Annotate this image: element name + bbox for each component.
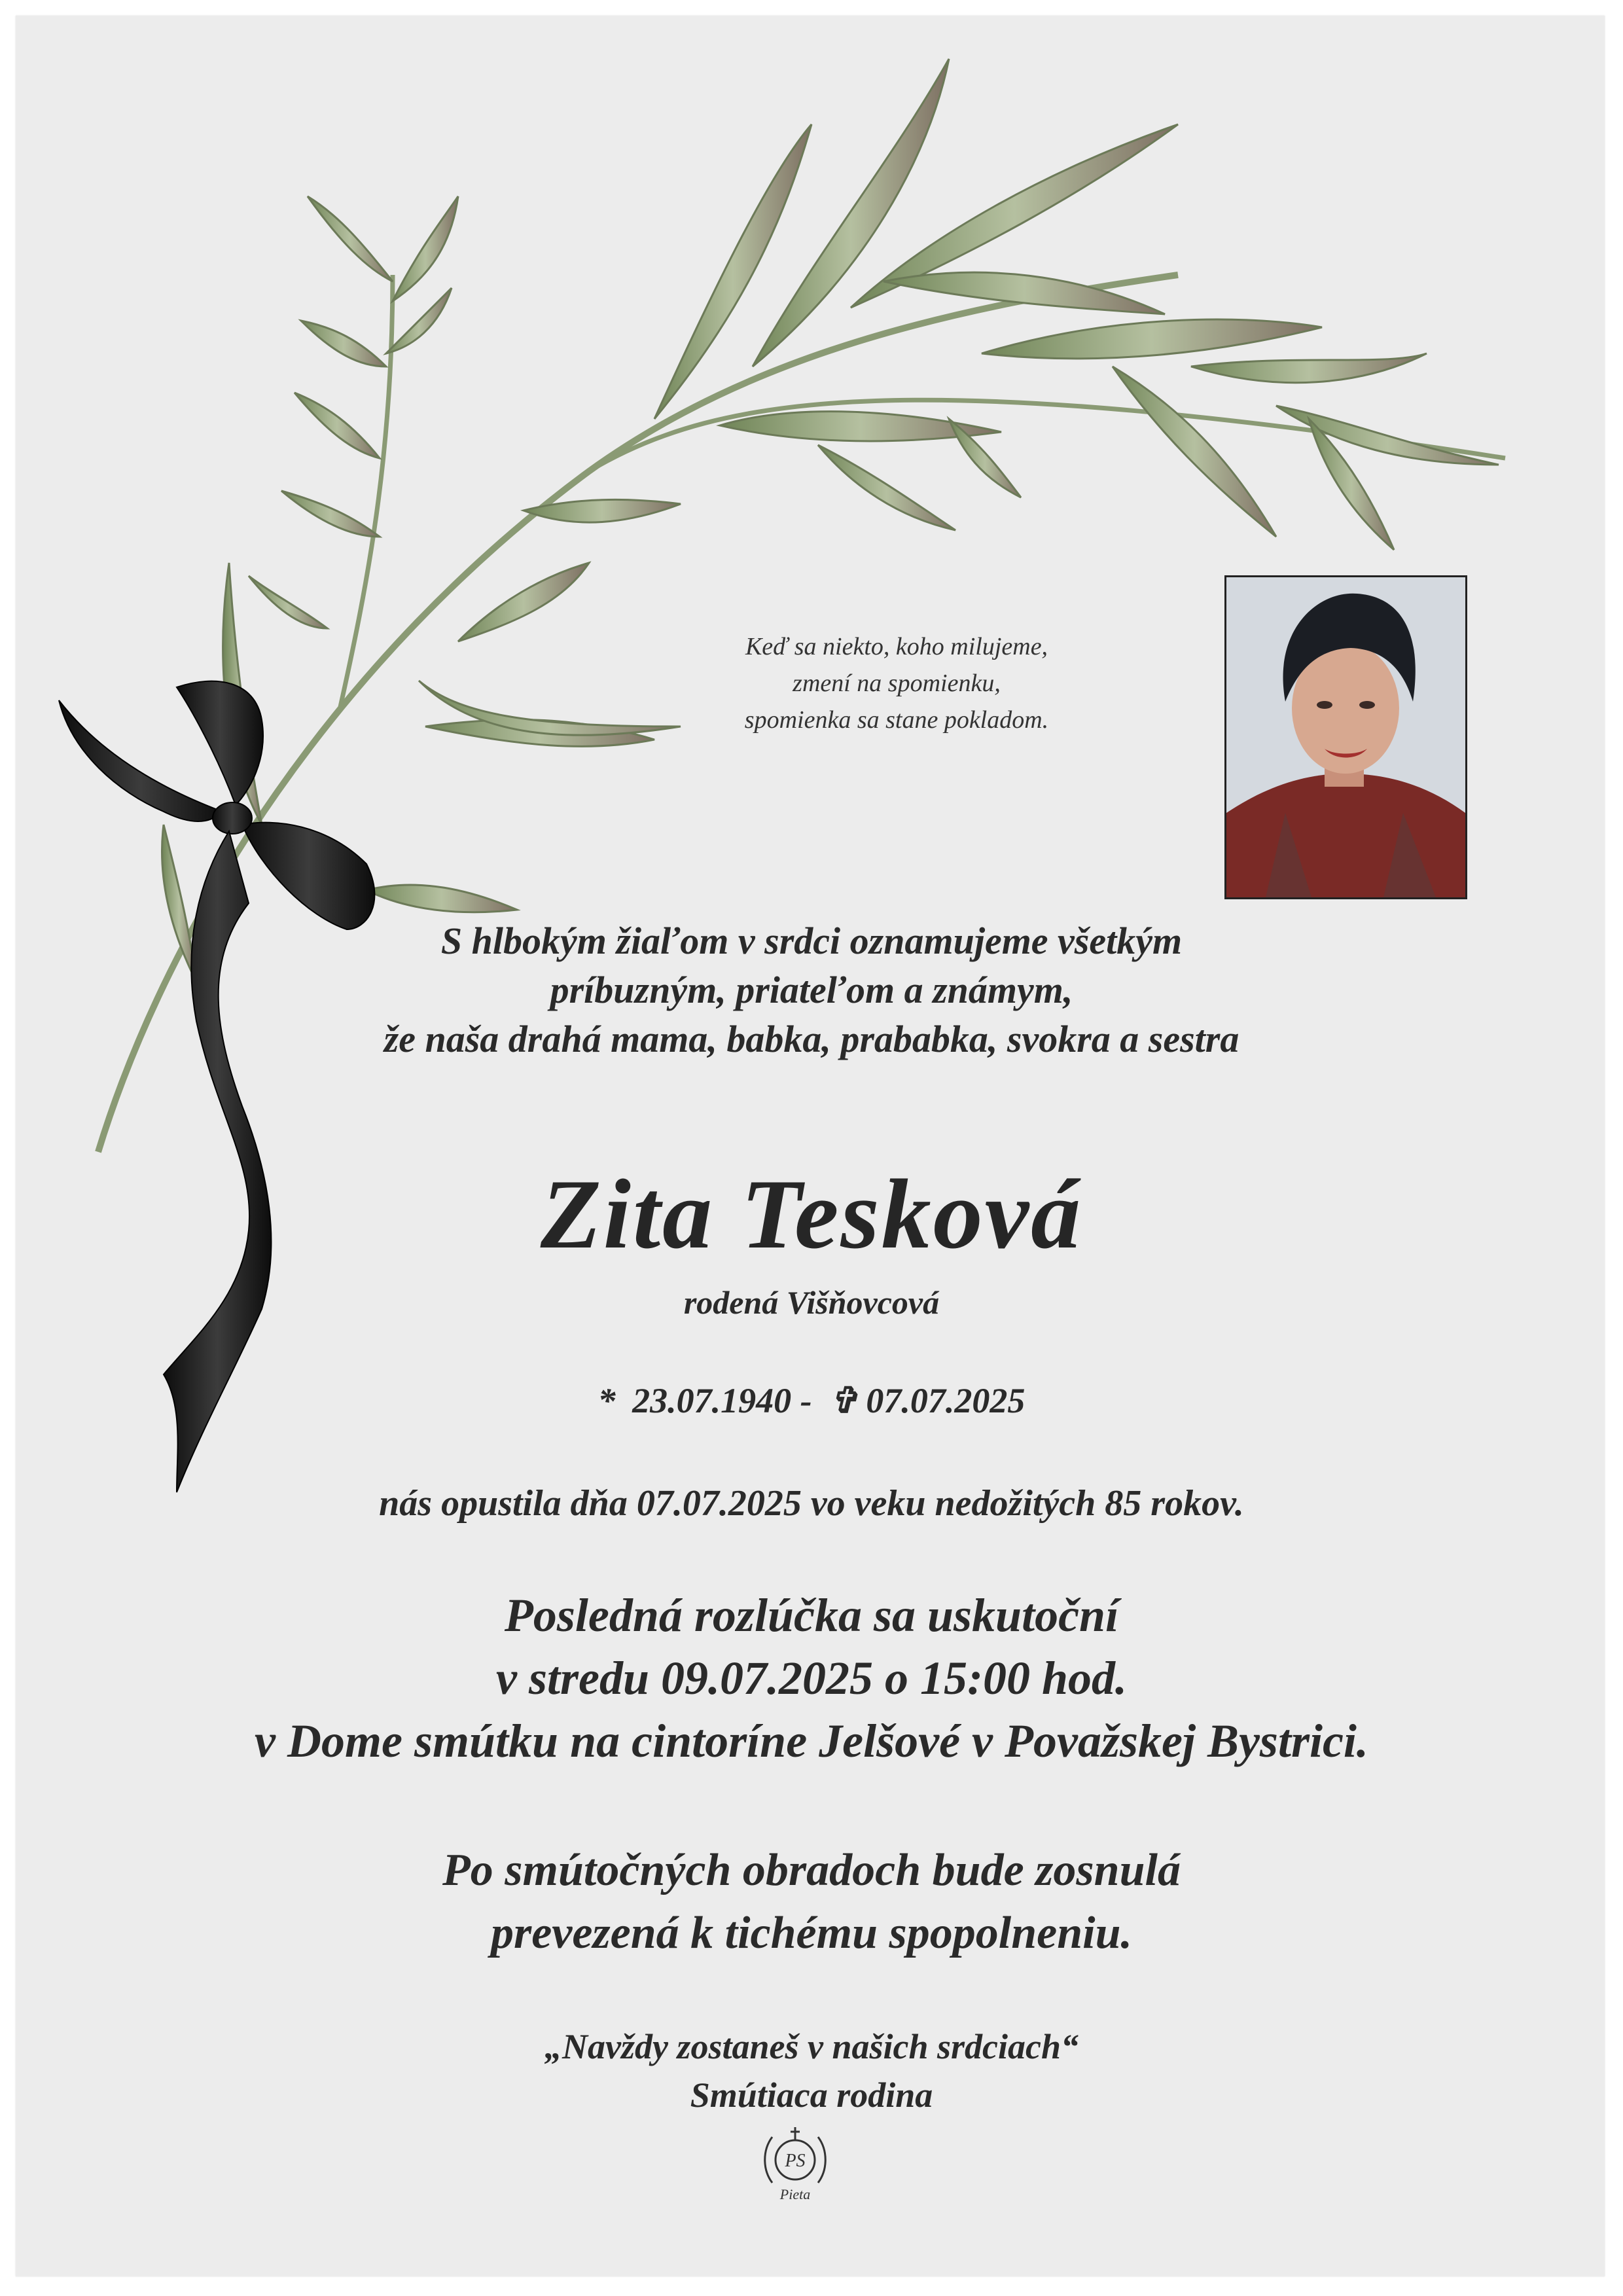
black-ribbon-bow (59, 681, 374, 1492)
portrait-photo (1224, 575, 1467, 899)
death-date: 07.07.2025 (866, 1381, 1026, 1420)
birth-symbol: * (597, 1381, 616, 1420)
birth-date: 23.07.1940 - (632, 1381, 812, 1420)
announcement-line: príbuzným, priateľom a známym, (550, 969, 1073, 1011)
quote-line: Keď sa niekto, koho milujeme, (745, 633, 1048, 660)
deceased-name: Zita Tesková (540, 1159, 1083, 1269)
announcement (196, 916, 1427, 1064)
cremation-line: prevezená k tichému spopolneniu. (490, 1908, 1133, 1958)
opening-quote (674, 628, 1119, 738)
ceremony-line: v stredu 09.07.2025 o 15:00 hod. (495, 1652, 1128, 1704)
life-dates (196, 1378, 1427, 1424)
farewell-ceremony (105, 1584, 1518, 1772)
logo-letters: PS (785, 2151, 806, 2171)
ceremony-line: v Dome smútku na cintoríne Jelšové v Považskej Bystrici. (255, 1715, 1368, 1767)
closing (196, 2022, 1427, 2119)
passing-statement: nás opustila dňa 07.07.2025 vo veku nedožitých 85 rokov. (379, 1483, 1244, 1524)
announcement-line: že naša drahá mama, babka, prababka, svokra a sestra (383, 1018, 1240, 1060)
ceremony-line: Posledná rozlúčka sa uskutoční (504, 1589, 1119, 1641)
logo-wordmark: Pieta (779, 2186, 811, 2202)
quote-line: zmení na spomienku, (793, 670, 1001, 697)
portrait-image (1226, 577, 1465, 897)
cross-icon: ✞ (829, 1381, 859, 1420)
announcement-line: S hlbokým žiaľom v srdci oznamujeme všetkým (440, 920, 1183, 962)
closing-quote: „Navždy zostaneš v našich srdciach“ (544, 2027, 1079, 2066)
cremation-line: Po smútočných obradoch bude zosnulá (442, 1845, 1181, 1895)
signature-family: Smútiaca rodina (690, 2075, 933, 2115)
cremation-notice (131, 1839, 1492, 1965)
maiden-name: rodená Višňovcová (683, 1284, 940, 1321)
quote-line: spomienka sa stane pokladom. (744, 706, 1049, 734)
